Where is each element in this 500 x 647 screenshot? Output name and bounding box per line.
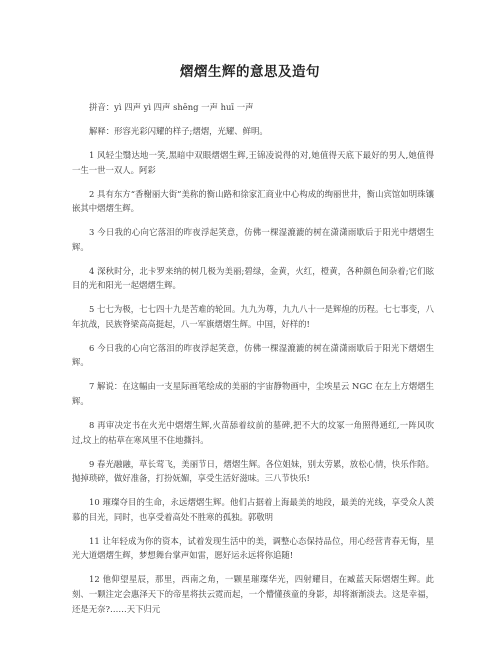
example-sentence-9: 9 春光融融，草长莺飞，美丽节日，熠熠生辉。各位姐妹，别太劳累，放松心情，快乐作陪。抛掉琐碎，做好准备，打扮妩媚，享受生活好滋味。三八节快乐! bbox=[72, 458, 434, 484]
example-sentence-11: 11 让年轻成为你的资本，试着发现生活中的美，调整心态保持品位，用心经营青春无悔，星光大道熠熠生辉，梦想舞台掌声如雷，愿好运永远将你追随! bbox=[72, 535, 434, 561]
example-sentence-7: 7 解说：在这幅由一支星际画笔绘成的美丽的宇宙静物画中，尘埃星云 NGC 在左上方熠熠生辉。 bbox=[72, 381, 434, 407]
example-sentence-5: 5 七七为极，七七四十九是苦难的轮回。九九为尊，九九八十一是辉煌的历程。七七事变，八年抗战，民族脊梁高高挺起，八一军旗熠熠生辉。中国，好样的! bbox=[72, 304, 434, 329]
document-body bbox=[72, 100, 434, 624]
pinyin-line: 拼音：yì 四声 yì 四声 shēng 一声 huī 一声 bbox=[89, 102, 254, 112]
example-sentence-12: 12 他仰望星辰，那里，西南之角，一颗星璀璨华光，四射耀目，在臧蓝天际熠熠生辉。此刻、一颗注定会惠泽天下的帝星将扶云霓而起，一个懵懂孩童的身影，却将渐渐淡去。这是幸福，还是无奈?……天下归元 bbox=[72, 574, 434, 614]
example-sentence-10: 10 璀璨夺目的生命，永远熠熠生辉。他们占据着上海最美的地段，最美的光线，享受众人羡慕的目光，同时，也享受着高处不胜寒的孤独。郭敬明 bbox=[72, 497, 434, 522]
example-sentence-1: 1 风轻尘翳达地一笑,黑暗中双眼熠熠生辉,王锦凌说得的对,她值得天底下最好的男人,她值得一生一世一双人。阿彩 bbox=[72, 149, 434, 175]
example-sentence-3: 3 今日我的心向它落泪的昨夜浮起笑意，仿佛一棵湿漉漉的树在潇潇雨歇后于阳光中熠熠生辉。 bbox=[72, 227, 434, 252]
document-title: 熠熠生辉的意思及造句 bbox=[180, 64, 320, 80]
example-sentence-8: 8 再审决定书在火光中熠熠生辉,火苗舔着纹前的墓碑,把不大的坟冢一角照得通红,一阵风吹过,坟上的枯草在寒风里不住地撕抖。 bbox=[72, 420, 434, 445]
example-sentence-4: 4 深秋时分，北卡罗来纳的树几极为美丽;碧绿，金黄，火红，橙黄，各种颜色间杂着;它们眩目的光和阳光一起熠熠生辉。 bbox=[72, 265, 434, 291]
example-sentence-6: 6 今日我的心向它落泪的昨夜浮起笑意，仿佛一棵湿漉漉的树在潇潇雨歇后于阳光下熠熠生辉。 bbox=[72, 342, 434, 368]
example-sentence-2: 2 具有东方“香榭丽大街”美称的衡山路和徐家汇商业中心构成的绚丽世井，衡山宾馆如明珠镶嵌其中熠熠生辉。 bbox=[72, 188, 434, 214]
definition-line: 解释：形容光彩闪耀的样子;熠熠，光耀、鲜明。 bbox=[89, 125, 268, 136]
